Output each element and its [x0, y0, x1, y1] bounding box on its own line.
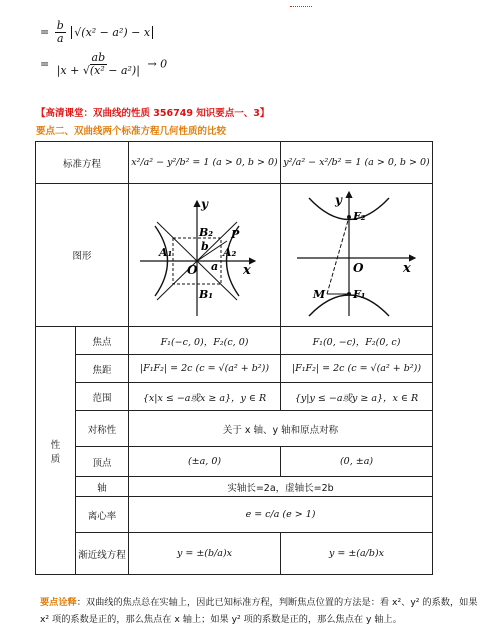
svg-text:B₁: B₁: [198, 288, 213, 301]
svg-text:O: O: [352, 261, 363, 275]
svg-text:x: x: [402, 261, 411, 276]
equation-1: x²/a² − y²/b² = 1 (a > 0, b > 0): [129, 142, 281, 184]
formula-line-1: [40, 20, 153, 45]
svg-text:B₂: B₂: [198, 226, 213, 239]
properties-table: [35, 141, 433, 575]
table-row: 对称性 关于 x 轴、y 轴和原点对称: [36, 411, 433, 447]
equation-2: y²/a² − x²/b² = 1 (a > 0, b > 0): [281, 142, 433, 184]
table-row: [36, 184, 433, 327]
svg-text:P: P: [230, 228, 239, 241]
svg-text:F₁: F₁: [352, 288, 366, 301]
equals-sign: =: [40, 25, 50, 39]
svg-text:b: b: [200, 240, 209, 253]
equals-sign: =: [40, 57, 50, 71]
note-label: 要点诠释: [40, 597, 77, 608]
table-row: 顶点 (±a, 0) (0, ±a): [36, 447, 433, 477]
row-label-eccentricity: 离心率: [76, 497, 129, 533]
table-row: 渐近线方程 y = ±(b/a)x y = ±(a/b)x: [36, 533, 433, 575]
svg-text:A₂: A₂: [222, 246, 236, 259]
svg-text:M: M: [312, 288, 325, 301]
svg-text:O: O: [186, 263, 197, 277]
svg-text:y: y: [200, 197, 208, 211]
svg-text:a: a: [210, 260, 218, 273]
limit-arrow: → 0: [147, 57, 168, 71]
table-row: 离心率 e = c/a (e > 1): [36, 497, 433, 533]
table-row: 范围 {x|x ≤ −a或x ≥ a}，y ∈ R {y|y ≤ −a或y ≥ a}，x ∈ R: [36, 383, 433, 411]
svg-text:A₁: A₁: [158, 246, 172, 259]
svg-text:F₂: F₂: [352, 210, 366, 223]
formula-line-2: [40, 52, 167, 77]
graph-cell-1: [129, 184, 281, 327]
graph-cell-2: [281, 184, 433, 327]
section-tag: 【高清课堂：双曲线的性质 356749 知识要点一、3】: [36, 108, 270, 119]
header-label: 标准方程: [36, 142, 129, 184]
table-row: 焦距 |F₁F₂| = 2c (c = √(a² + b²)) |F₁F₂| = 2c (c = √(a² + b²)): [36, 355, 433, 383]
row-label-focal-length: 焦距: [76, 355, 129, 383]
row-label-symmetry: 对称性: [76, 411, 129, 447]
fraction-b-over-a: $\frac{b}{a}$: [56, 19, 64, 45]
row-label-range: 范围: [76, 383, 129, 411]
spellcheck-underline: [290, 2, 312, 7]
absolute-value: √(x² − a²) − x: [71, 26, 153, 39]
table-row: [36, 142, 433, 184]
row-label-vertex: 顶点: [76, 447, 129, 477]
hyperbola-graph-2: [287, 186, 427, 321]
svg-text:y: y: [334, 193, 342, 207]
section-heading: 要点二、双曲线两个标准方程几何性质的比较: [36, 126, 227, 137]
row-label-asymptote: 渐近线方程: [76, 533, 129, 575]
table-row: 性 质 焦点 F₁(−c, 0)，F₂(c, 0) F₁(0, −c)，F₂(0, c): [36, 327, 433, 355]
svg-text:x: x: [242, 263, 251, 278]
note-paragraph: [40, 594, 480, 628]
row-label-focus: 焦点: [76, 327, 129, 355]
note-text: ：双曲线的焦点总在实轴上，因此已知标准方程，判断焦点位置的方法是：看 x²、y² 的系数，如果 x² 项的系数是正的，那么焦点在 x 轴上；如果 y² 项的系数是正的，那么焦点在 y 轴上。: [40, 597, 478, 625]
group-label: 性 质: [36, 327, 76, 575]
hyperbola-graph-1: [135, 186, 275, 321]
graph-label: 图形: [36, 184, 129, 327]
row-label-axis: 轴: [76, 477, 129, 497]
fraction-ab: $\frac{ab}{\text{|x + √(x² − a²)|}}$: [56, 51, 140, 77]
table-row: 轴 实轴长=2a，虚轴长=2b: [36, 477, 433, 497]
